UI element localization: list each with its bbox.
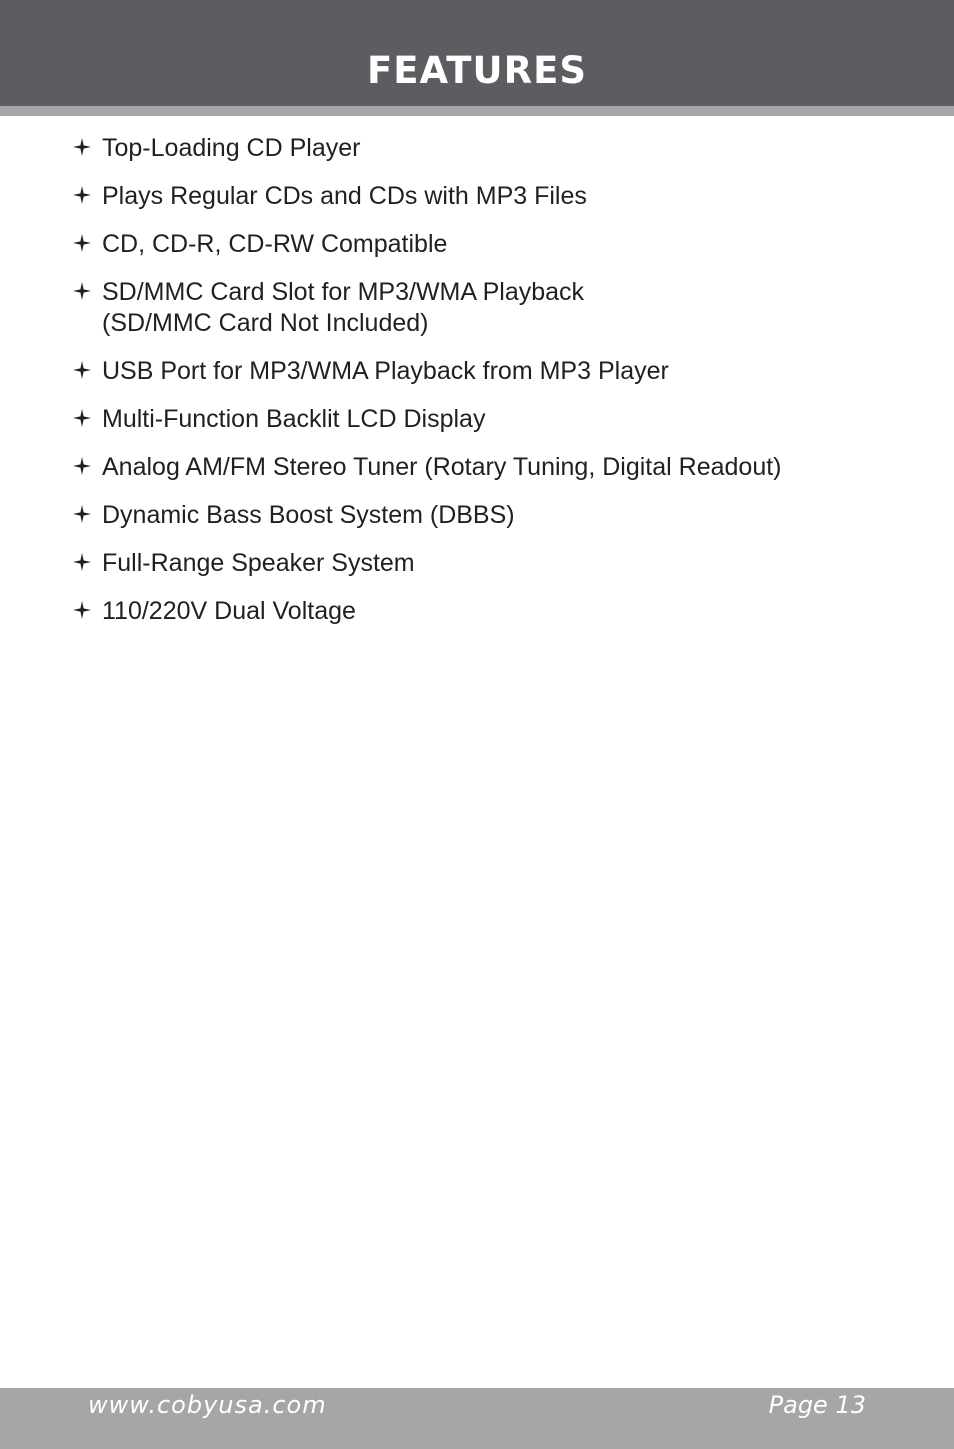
- feature-text: Full-Range Speaker System: [102, 549, 415, 577]
- feature-text: Dynamic Bass Boost System (DBBS): [102, 501, 515, 529]
- feature-text: Top-Loading CD Player: [102, 134, 361, 162]
- list-item: [72, 404, 892, 435]
- feature-list: [72, 133, 892, 644]
- four-point-star-icon: [72, 456, 92, 476]
- four-point-star-icon: [72, 233, 92, 253]
- list-item: [72, 356, 892, 387]
- four-point-star-icon: [72, 185, 92, 205]
- feature-text-continuation: (SD/MMC Card Not Included): [102, 309, 429, 337]
- list-item: [72, 229, 892, 260]
- list-item: [72, 548, 892, 579]
- list-item: [72, 277, 892, 339]
- feature-text: Analog AM/FM Stereo Tuner (Rotary Tuning, Digital Readout): [102, 453, 782, 481]
- list-item: [72, 181, 892, 212]
- list-item: [72, 500, 892, 531]
- feature-text: USB Port for MP3/WMA Playback from MP3 Player: [102, 357, 669, 385]
- four-point-star-icon: [72, 137, 92, 157]
- feature-text: Multi-Function Backlit LCD Display: [102, 405, 486, 433]
- page-title: FEATURES: [366, 49, 587, 92]
- feature-text: Plays Regular CDs and CDs with MP3 Files: [102, 182, 587, 210]
- page-number: Page 13: [768, 1391, 866, 1419]
- four-point-star-icon: [72, 281, 92, 301]
- feature-text: SD/MMC Card Slot for MP3/WMA Playback: [102, 278, 585, 306]
- four-point-star-icon: [72, 504, 92, 524]
- feature-text: CD, CD-R, CD-RW Compatible: [102, 230, 448, 258]
- four-point-star-icon: [72, 408, 92, 428]
- list-item: [72, 452, 892, 483]
- four-point-star-icon: [72, 600, 92, 620]
- four-point-star-icon: [72, 552, 92, 572]
- header-stripe: [0, 106, 954, 116]
- list-item: [72, 596, 892, 627]
- feature-text: 110/220V Dual Voltage: [102, 597, 356, 625]
- footer-url: www.cobyusa.com: [88, 1391, 327, 1419]
- four-point-star-icon: [72, 360, 92, 380]
- list-item: [72, 133, 892, 164]
